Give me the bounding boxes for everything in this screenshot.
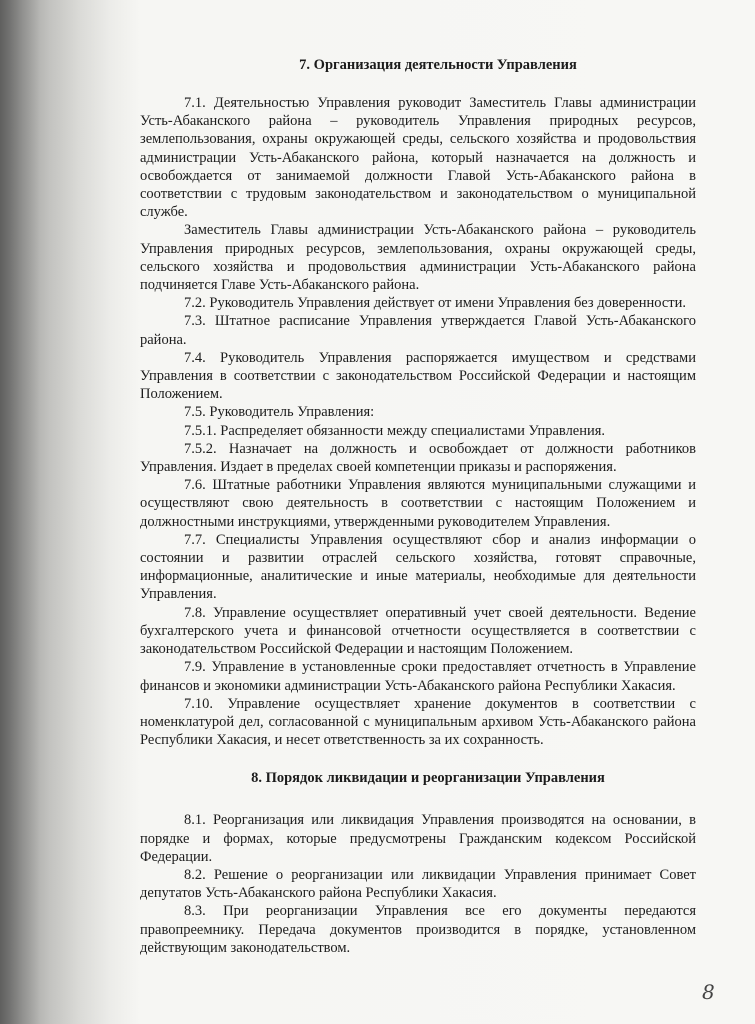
paragraph-7-3: 7.3. Штатное расписание Управления утверждается Главой Усть-Абаканского района. [140, 313, 696, 348]
paragraph-7-1: 7.1. Деятельностью Управления руководит Заместитель Главы администрации Усть-Абаканского района – руководитель Управления природных ресурсов, землепользования, охраны окружающей среды, сельского хозяйства и продовольствия администрации Усть-Абаканского района, который назначается на должность и освобождается от занимаемой должности Главой Усть-Абаканского района в соответствии с трудовым законодательством и законодательством о муниципальной службе. [140, 95, 696, 221]
document-body [140, 56, 696, 957]
paragraph-8-1: 8.1. Реорганизация или ликвидация Управления производятся на основании, в порядке и формах, которые предусмотрены Гражданским кодексом Российской Федерации. [140, 812, 696, 865]
scan-shadow [0, 0, 140, 1024]
paragraph-7-2: 7.2. Руководитель Управления действует от имени Управления без доверенности. [184, 295, 687, 312]
paragraph-8-3: 8.3. При реорганизации Управления все его документы передаются правопреемнику. Передача документов производится в порядке, установленном действующим законодательством. [140, 903, 696, 956]
section-7-heading: 7. Организация деятельности Управления [299, 57, 577, 73]
paragraph-7-1-cont: Заместитель Главы администрации Усть-Абаканского района – руководитель Управления природных ресурсов, землепользования, охраны окружающей среды, сельского хозяйства и продовольствия администрации Усть-Абаканского района подчиняется Главе Усть-Абаканского района. [140, 222, 696, 294]
paragraph-7-9: 7.9. Управление в установленные сроки предоставляет отчетность в Управление финансов и экономики администрации Усть-Абаканского района Республики Хакасия. [140, 659, 696, 694]
paragraph-8-2: 8.2. Решение о реорганизации или ликвидации Управления принимает Совет депутатов Усть-Абаканского района Республики Хакасия. [140, 866, 696, 902]
paragraph-7-10: 7.10. Управление осуществляет хранение документов в соответствии с номенклатурой дел, согласованной с муниципальным архивом Усть-Абаканского района Республики Хакасия, и несет ответственность за их сохранность. [140, 695, 696, 749]
paragraph-7-5-1: 7.5.1. Распределяет обязанности между специалистами Управления. [184, 422, 606, 439]
section-8-heading: 8. Порядок ликвидации и реорганизации Управления [251, 770, 605, 787]
paragraph-7-5: 7.5. Руководитель Управления: [184, 404, 375, 421]
page-number: 8 [702, 980, 715, 1004]
paragraph-7-8: 7.8. Управление осуществляет оперативный учет своей деятельности. Ведение бухгалтерского учета и финансовой отчетности осуществляется в соответствии с законодательством Российской Федерации и настоящим Положением. [140, 604, 696, 658]
paragraph-7-6: 7.6. Штатные работники Управления являются муниципальными служащими и осуществляют свою деятельность в соответствии с настоящим Положением и должностными инструкциями, утвержденными руководителем Управления. [140, 477, 696, 530]
paragraph-7-4: 7.4. Руководитель Управления распоряжается имуществом и средствами Управления в соответствии с законодательством Российской Федерации и настоящим Положением. [140, 349, 696, 403]
paragraph-7-7: 7.7. Специалисты Управления осуществляют сбор и анализ информации о состоянии и развитии отраслей сельского хозяйства, готовят справочные, информационные, аналитические и иные материалы, необходимые для деятельности Управления. [140, 531, 696, 603]
paragraph-7-5-2: 7.5.2. Назначает на должность и освобождает от должности работников Управления. Издает в пределах своей компетенции приказы и распоряжения. [140, 440, 696, 476]
